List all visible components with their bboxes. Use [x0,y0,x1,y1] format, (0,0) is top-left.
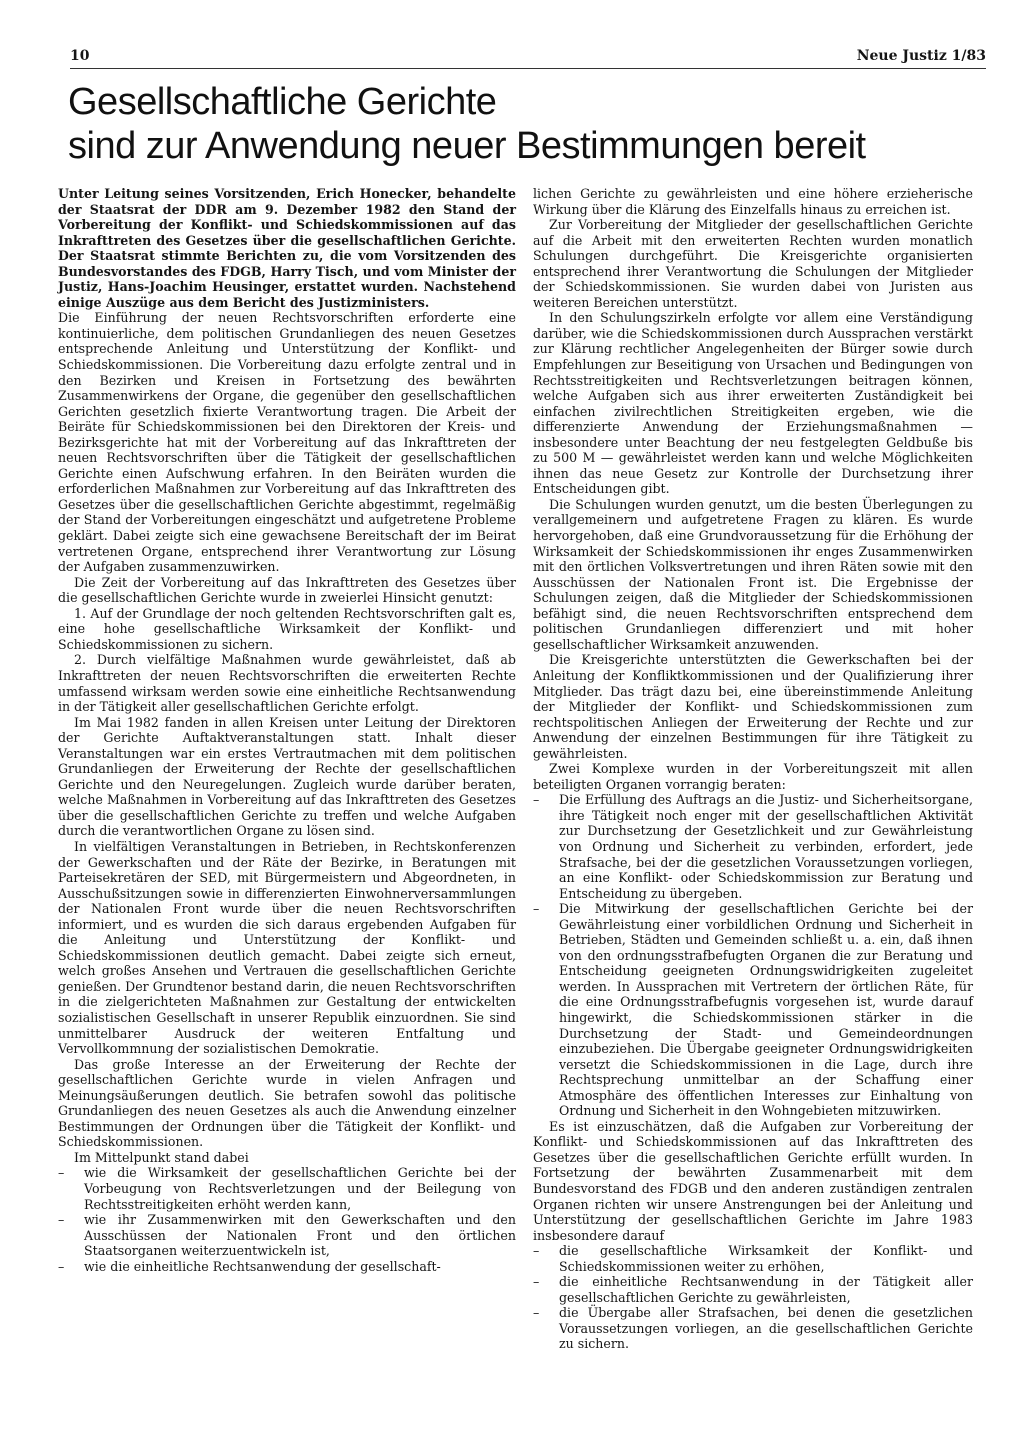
right-column [533,186,973,1352]
list-item-text: wie die einheitliche Rechtsanwendung der gesellschaft- [84,1258,441,1274]
paragraph: Die Kreisgerichte unterstützten die Gewerkschaften bei der Anleitung der Konfliktkommissionen und der Qualifizierung ihrer Mitglieder. Das trägt dazu bei, eine übereinstimmende Anleitung der Mitglieder der Konflikt- und Schiedskommissionen zum rechtspolitischen Anliegen der Erweiterung der Rechte und zur Anwendung der einzelnen Bestimmungen für ihre Tätigkeit zu gewährleisten. [533,652,973,761]
paragraph: Die Schulungen wurden genutzt, um die besten Überlegungen zu verallgemeinern und aufgetretene Fragen zu klären. Es wurde hervorgehoben, daß eine Grundvoraussetzung für die Erhöhung der Wirksamkeit der Schiedskommissionen ihr enges Zusammenwirken mit den örtlichen Volksvertretungen und ihren Räten sowie mit den Ausschüssen der Nationalen Front ist. Die Ergebnisse der Schulungen zeigen, daß die Mitglieder der Schiedskommissionen befähigt sind, die neuen Rechtsvorschriften entsprechend dem politischen Grundanliegen differenziert und mit hoher gesellschaftlicher Wirksamkeit anzuwenden. [533,496,973,652]
title-line-1: Gesellschaftliche Gerichte [68,81,497,123]
dash-bullet: – [533,1305,540,1321]
dash-bullet: – [533,792,540,808]
numbered-item: 1. Auf der Grundlage der noch geltenden Rechtsvorschriften galt es, eine hohe gesellschaftliche Wirksamkeit der Konflikt- und Schiedskommissionen zu sichern. [58,605,516,652]
header-rule [70,68,986,69]
paragraph: Das große Interesse an der Erweiterung der Rechte der gesellschaftlichen Gerichte wurde in vielen Anfragen und Meinungsäußerungen deutlich. Sie betrafen sowohl das politische Grundanliegen des neuen Gesetzes als auch die Anwendung einzelner Bestimmungen der Ordnungen über die Tätigkeit der Konflikt- und Schiedskommissionen. [58,1056,516,1150]
dash-list-item [533,901,973,1119]
paragraph: Es ist einzuschätzen, daß die Aufgaben zur Vorbereitung der Konflikt- und Schiedskommissionen auf das Inkrafttreten des Gesetzes über die gesellschaftlichen Gerichte erfüllt wurden. In Fortsetzung der bewährten Zusammenarbeit mit dem Bundesvorstand des FDGB und den anderen zuständigen zentralen Organen richten wir unsere Anstrengungen bei der Anleitung und Unterstützung der gesellschaftlichen Gerichte im Jahre 1983 insbesondere darauf [533,1118,973,1243]
dash-bullet: – [58,1212,65,1228]
paragraph: Im Mittelpunkt stand dabei [74,1149,249,1165]
list-item-text: wie die Wirksamkeit der gesellschaftlichen Gerichte bei der Vorbeugung von Rechtsverletzungen und der Beilegung von Rechtsstreitigkeiten erhöht werden kann, [84,1165,516,1212]
list-item-text: wie ihr Zusammenwirken mit den Gewerkschaften und den Ausschüssen der Nationalen Front und den örtlichen Staatsorganen weiterzuentwickeln ist, [84,1212,516,1259]
paragraph: Zur Vorbereitung der Mitglieder der gesellschaftlichen Gerichte auf die Arbeit mit den erweiterten Rechten wurden monatlich Schulungen durchgeführt. Die Kreisgerichte organisierten entsprechend ihrer Verantwortung die Schulungen der Mitglieder der Schiedskommissionen. Sie wurden dabei von Juristen aus weiteren Bereichen unterstützt. [533,217,973,310]
lead-paragraph: Unter Leitung seines Vorsitzenden, Erich Honecker, behandelte der Staatsrat der DDR am 9. Dezember 1982 den Stand der Vorbereitung der Konflikt- und Schiedskommissionen auf das Inkrafttreten des Gesetzes über die gesellschaftlichen Gerichte. Der Staatsrat stimmte Berichten zu, die vom Vorsitzenden des Bundesvorstandes des FDGB, Harry Tisch, und vom Minister der Justiz, Hans-Joachim Heusinger, erstattet wurden. Nachstehend einige Auszüge aus dem Bericht des Justizministers. [58,186,516,310]
dash-bullet: – [533,1274,540,1290]
dash-bullet: – [58,1165,65,1181]
dash-list-item [533,792,973,901]
list-item-text: die gesellschaftliche Wirksamkeit der Konflikt- und Schiedskommissionen weiter zu erhöhen, [559,1243,973,1274]
dash-list-item [533,1274,973,1305]
numbered-item: 2. Durch vielfältige Maßnahmen wurde gewährleistet, daß ab Inkrafttreten der neuen Rechtsvorschriften die erweiterten Rechte umfassend wirksam werden sowie eine einheitliche Rechtsanwendung in der Tätigkeit aller gesellschaftlichen Gerichte erfolgt. [58,652,516,715]
list-item-text: Die Erfüllung des Auftrags an die Justiz- und Sicherheitsorgane, ihre Tätigkeit noch enger mit der gesellschaftlichen Aktivität zur Durchsetzung der Gesetzlichkeit und zur Gewährleistung von Ordnung und Sicherheit zu verbinden, erfordert, jede Strafsache, bei der die gesetzlichen Voraussetzungen vorliegen, an eine Konflikt- oder Schiedskommission zur Beratung und Entscheidung zu übergeben. [559,792,973,901]
dash-list-item [58,1165,516,1212]
page-number: 10 [70,48,90,64]
paragraph: In vielfältigen Veranstaltungen in Betrieben, in Rechtskonferenzen der Gewerkschaften und der Räte der Bezirke, in Beratungen mit Parteisekretären der SED, mit Bürgermeistern und Abgeordneten, in Ausschußsitzungen sowie in differenzierten Einwohnerversammlungen der Nationalen Front wurde über die neuen Rechtsvorschriften informiert, und es wurden die sich daraus ergebenden Aufgaben für die Anleitung und Unterstützung der Konflikt- und Schiedskommissionen deutlich gemacht. Dabei zeigte sich erneut, welch großes Ansehen und Vertrauen die gesellschaftlichen Gerichte genießen. Der Grundtenor bestand darin, die neuen Rechtsvorschriften in die zielgerichteten Maßnahmen zur Gestaltung der entwickelten sozialistischen Gesellschaft in unserer Republik einzuordnen. Sie sind unmittelbarer Ausdruck der weiteren Entfaltung und Vervollkommnung der sozialistischen Demokratie. [58,838,516,1057]
dash-list-item [533,1243,973,1274]
paragraph: Zwei Komplexe wurden in der Vorbereitungszeit mit allen beteiligten Organen vorrangig beraten: [533,761,973,792]
journal-issue: Neue Justiz 1/83 [856,48,986,64]
paragraph: In den Schulungszirkeln erfolgte vor allem eine Verständigung darüber, wie die Schiedskommissionen durch Aussprachen verstärkt zur Klärung rechtlicher Angelegenheiten der Bürger sowie durch Empfehlungen zur Beseitigung von Ursachen und Bedingungen von Rechtsstreitigkeiten und Rechtsverletzungen beitragen können, welche Aufgaben sich aus ihrer erweiterten Zuständigkeit bei einfachen zivilrechtlichen Streitigkeiten ergeben, wie die differenzierte Anwendung der Erziehungsmaßnahmen — insbesondere unter Beachtung der neu festgelegten Geldbuße bis zu 500 M — gewährleistet werden kann und welche Möglichkeiten ihnen das neue Gesetz zur Kontrolle der Durchsetzung ihrer Entscheidungen gibt. [533,310,973,497]
list-item-text: Die Mitwirkung der gesellschaftlichen Gerichte bei der Gewährleistung einer vorbildlichen Ordnung und Sicherheit in Betrieben, Städten und Gemeinden schließt u. a. ein, daß ihnen von den ordnungsstrafbefugten Organen die zur Beratung und Entscheidung geeigneten Ordnungswidrigkeiten zugeleitet werden. In Aussprachen mit Vertretern der örtlichen Räte, für die eine Ordnungsstrafbefugnis vorgesehen ist, wurde darauf hingewirkt, die Schiedskommissionen stärker in die Durchsetzung der Stadt- und Gemeindeordnungen einzubeziehen. Die Übergabe geeigneter Ordnungswidrigkeiten versetzt die Schiedskommissionen in die Lage, durch ihre Rechtsprechung unmittelbar an der Schaffung einer Atmosphäre des öffentlichen Interesses zur Einhaltung von Ordnung und Sicherheit in den Wohngebieten mitzuwirken. [559,901,973,1119]
paragraph: Die Zeit der Vorbereitung auf das Inkrafttreten des Gesetzes über die gesellschaftlichen Gerichte wurde in zweierlei Hinsicht genutzt: [58,574,516,606]
dash-bullet: – [533,1243,540,1259]
list-item-text: die Übergabe aller Strafsachen, bei denen die gesetzlichen Voraussetzungen vorliegen, an die gesellschaftlichen Gerichte zu sichern. [559,1305,973,1352]
paragraph: Im Mai 1982 fanden in allen Kreisen unter Leitung der Direktoren der Gerichte Auftaktveranstaltungen statt. Inhalt dieser Veranstaltungen war ein erstes Vertrautmachen mit dem politischen Grundanliegen der Erweiterung der Rechte der gesellschaftlichen Gerichte und den Neuregelungen. Zugleich wurde darüber beraten, welche Maßnahmen in Vorbereitung auf das Inkrafttreten des Gesetzes über die gesellschaftlichen Gerichte zu treffen und welche Aufgaben durch die verantwortlichen Organe zu lösen sind. [58,714,516,839]
left-column [58,186,516,1274]
dash-list-item [58,1259,516,1275]
dash-bullet: – [58,1258,65,1274]
page-header [70,48,986,68]
dash-list-item [533,1305,973,1352]
paragraph: Die Einführung der neuen Rechtsvorschriften erforderte eine kontinuierliche, dem politischen Grundanliegen des neuen Gesetzes entsprechende Anleitung und Unterstützung der Konflikt- und Schiedskommissionen. Die Vorbereitung dazu erfolgte zentral und in den Bezirken und Kreisen in Fortsetzung des bewährten Zusammenwirkens der Organe, die gegenüber den gesellschaftlichen Gerichten gesetzlich fixierte Verantwortung tragen. Die Arbeit der Beiräte für Schiedskommissionen bei den Direktoren der Kreis- und Bezirksgerichte hat mit der Vorbereitung auf das Inkrafttreten der neuen Rechtsvorschriften über die Tätigkeit der gesellschaftlichen Gerichte einen Aufschwung erfahren. In den Beiräten wurden die erforderlichen Maßnahmen zur Vorbereitung auf das Inkrafttreten des Gesetzes über die gesellschaftlichen Gerichte abgestimmt, regelmäßig der Stand der Vorbereitungen eingeschätzt und aufgetretene Probleme geklärt. Dabei zeigte sich eine gewachsene Bereitschaft der im Beirat vertretenen Organe, entsprechend ihrer Verantwortung zur Lösung der Aufgaben zusammenzuwirken. [58,310,516,575]
paragraph: lichen Gerichte zu gewährleisten und eine höhere erzieherische Wirkung über die Klärung des Einzelfalls hinaus zu erreichen ist. [533,186,973,217]
dash-list-item [58,1212,516,1259]
list-item-text: die einheitliche Rechtsanwendung in der Tätigkeit aller gesellschaftlichen Gerichte zu gewährleisten, [559,1274,973,1305]
article-title [68,80,968,168]
dash-bullet: – [533,901,540,917]
title-line-2: sind zur Anwendung neuer Bestimmungen bereit [68,125,866,167]
